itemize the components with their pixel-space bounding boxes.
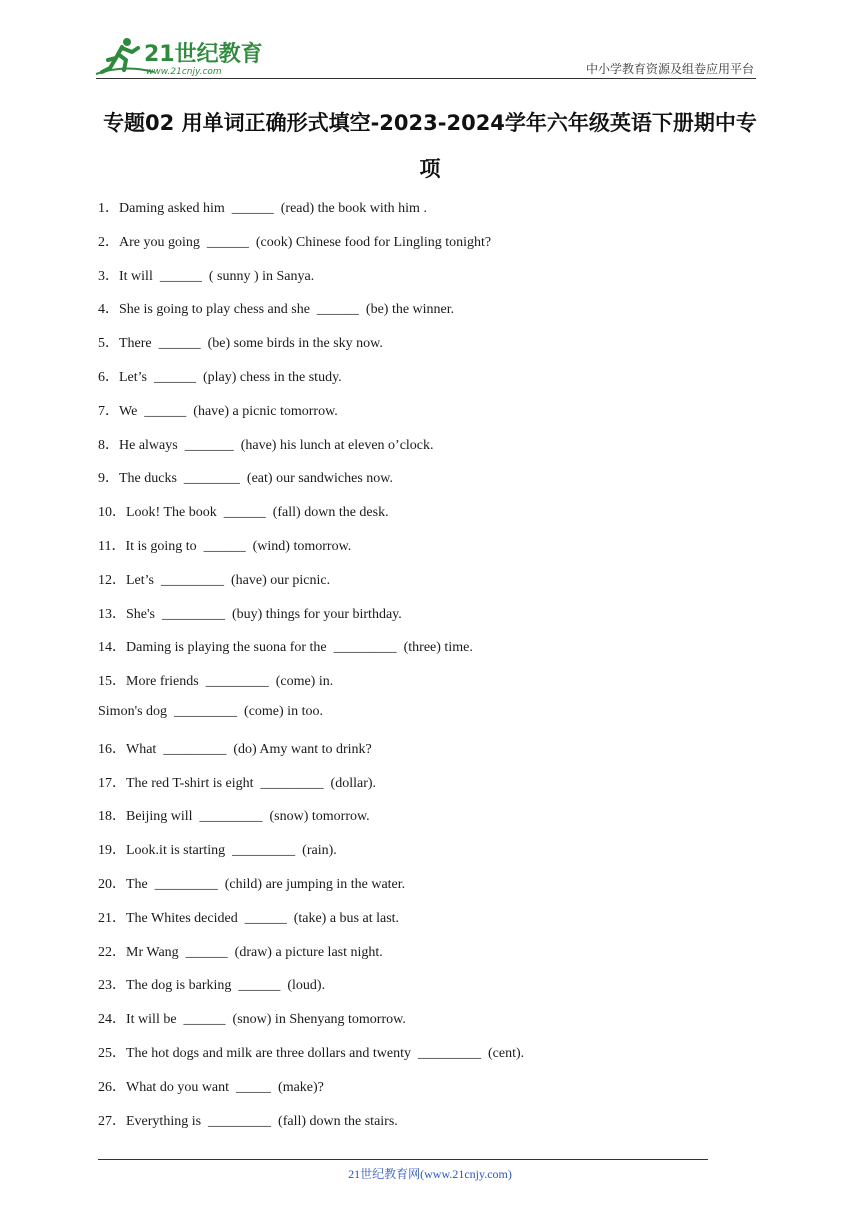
question-item: 17．The red T-shirt is eight _________ (dollar).: [98, 775, 377, 791]
footer-divider: [98, 1159, 708, 1160]
question-item: 1．Daming asked him ______ (read) the book with him .: [98, 201, 427, 216]
question-item: 7．We ______ (have) a picnic tomorrow.: [98, 403, 338, 419]
header-divider: [96, 78, 756, 79]
question-item: 13．She's _________ (buy) things for your birthday.: [98, 606, 402, 622]
question-item: 12．Let’s _________ (have) our picnic.: [98, 572, 331, 588]
question-item: 27．Everything is _________ (fall) down the stairs.: [98, 1113, 398, 1129]
logo: [94, 34, 264, 78]
footer-source: 21世纪教育网(www.21cnjy.com): [348, 1167, 512, 1181]
page-title: 专题02 用单词正确形式填空-2023-2024学年六年级英语下册期中专项: [103, 111, 757, 181]
runner-logo-icon: [94, 34, 264, 78]
question-item: 9．The ducks ________ (eat) our sandwiches now.: [98, 471, 393, 487]
question-item: 11．It is going to ______ (wind) tomorrow.: [98, 539, 352, 554]
question-item: 5．There ______ (be) some birds in the sky now.: [98, 336, 383, 352]
logo-text: 21世纪教育: [144, 42, 263, 67]
question-item: 14．Daming is playing the suona for the _________ (three) time.: [98, 640, 473, 656]
question-item: 23．The dog is barking ______ (loud).: [98, 978, 326, 994]
question-item: 25．The hot dogs and milk are three dollars and twenty _________ (cent).: [98, 1046, 525, 1061]
question-item: 10．Look! The book ______ (fall) down the desk.: [98, 505, 389, 521]
question-item: 26．What do you want _____ (make)?: [98, 1079, 324, 1095]
question-item: 19．Look.it is starting _________ (rain).: [98, 843, 337, 859]
logo-url: www.21cnjy.com: [146, 67, 222, 77]
header-platform-text: 中小学教育资源及组卷应用平台: [585, 62, 754, 76]
question-item: 8．He always _______ (have) his lunch at eleven o’clock.: [98, 437, 434, 453]
question-item: 15．More friends _________ (come) in.: [98, 674, 334, 690]
question-item: Simon's dog _________ (come) in too.: [98, 704, 323, 719]
question-item: 2．Are you going ______ (cook) Chinese food for Lingling tonight?: [98, 234, 492, 250]
question-item: 24．It will be ______ (snow) in Shenyang tomorrow.: [98, 1012, 406, 1028]
question-item: 4．She is going to play chess and she ______ (be) the winner.: [98, 302, 455, 318]
question-item: 3．It will ______ ( sunny ) in Sanya.: [98, 268, 315, 284]
question-item: 18．Beijing will _________ (snow) tomorrow.: [98, 809, 370, 825]
question-item: 20．The _________ (child) are jumping in the water.: [98, 877, 406, 892]
question-item: 6．Let’s ______ (play) chess in the study.: [98, 370, 342, 385]
question-item: 22．Mr Wang ______ (draw) a picture last night.: [98, 944, 383, 960]
question-item: 21．The Whites decided ______ (take) a bus at last.: [98, 910, 400, 926]
question-item: 16．What _________ (do) Amy want to drink?: [98, 741, 372, 757]
